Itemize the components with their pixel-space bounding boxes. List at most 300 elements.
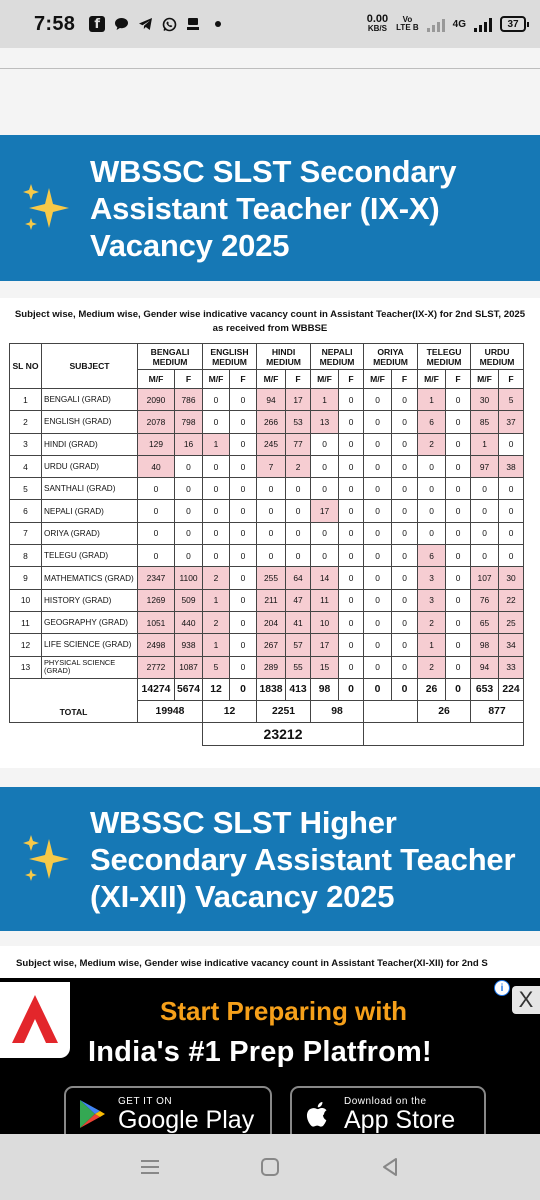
cell-value: 0 — [392, 545, 418, 567]
google-play-icon — [66, 1098, 118, 1130]
total-mf-cell: 0 — [230, 678, 257, 700]
cell-value: 2 — [203, 611, 230, 633]
cell-value: 0 — [339, 567, 364, 589]
total-mf-cell: 0 — [339, 678, 364, 700]
table-row — [10, 567, 524, 589]
cell-value: 1 — [418, 634, 446, 656]
cell-value: 0 — [230, 389, 257, 411]
cell-value: 57 — [286, 634, 311, 656]
cell-value: 0 — [175, 522, 203, 544]
cell-value: 0 — [418, 500, 446, 522]
vacancy-table-card — [0, 298, 540, 768]
cell-slno: 12 — [10, 634, 42, 656]
apple-icon — [292, 1099, 344, 1129]
cell-slno: 10 — [10, 589, 42, 611]
cell-value: 94 — [471, 656, 499, 678]
cell-value: 98 — [471, 634, 499, 656]
cell-slno: 4 — [10, 455, 42, 477]
cell-value: 94 — [257, 389, 286, 411]
facebook-icon: f — [89, 16, 105, 32]
cell-value: 0 — [339, 389, 364, 411]
table-row — [10, 656, 524, 678]
cell-value: 0 — [392, 567, 418, 589]
subheader-f: F — [230, 370, 257, 389]
cell-value: 0 — [364, 433, 392, 455]
subheader-f: F — [446, 370, 471, 389]
cell-value: 289 — [257, 656, 286, 678]
cell-value: 17 — [311, 500, 339, 522]
cell-value: 0 — [203, 411, 230, 433]
cell-value: 0 — [286, 478, 311, 500]
cell-subject: URDU (GRAD) — [42, 455, 138, 477]
cell-value: 0 — [230, 545, 257, 567]
total-label: TOTAL — [10, 678, 138, 723]
status-bar — [0, 0, 540, 48]
cell-value: 0 — [418, 522, 446, 544]
total-mf-cell: 26 — [418, 678, 446, 700]
subheader-f: F — [175, 370, 203, 389]
cell-value: 0 — [392, 589, 418, 611]
cell-slno: 9 — [10, 567, 42, 589]
cell-value: 41 — [286, 611, 311, 633]
cell-value: 211 — [257, 589, 286, 611]
total-mf-cell: 12 — [203, 678, 230, 700]
cell-value: 0 — [364, 411, 392, 433]
cell-value: 0 — [339, 433, 364, 455]
cell-slno: 8 — [10, 545, 42, 567]
cell-value: 13 — [311, 411, 339, 433]
recent-apps-button[interactable] — [130, 1147, 170, 1187]
cell-value: 0 — [311, 522, 339, 544]
cell-value: 0 — [230, 611, 257, 633]
table-row — [10, 522, 524, 544]
app-store-top: Download on the — [344, 1095, 427, 1107]
total-mf-cell: 0 — [446, 678, 471, 700]
cell-value: 2 — [418, 433, 446, 455]
cell-value: 16 — [175, 433, 203, 455]
cell-value: 6 — [418, 411, 446, 433]
cell-value: 0 — [203, 389, 230, 411]
cell-value: 0 — [364, 455, 392, 477]
sparkles-icon — [0, 831, 90, 887]
cell-value: 107 — [471, 567, 499, 589]
grand-total: 23212 — [203, 723, 364, 745]
cell-value: 440 — [175, 611, 203, 633]
cell-value: 1087 — [175, 656, 203, 678]
status-right-icons — [367, 14, 526, 34]
ad-banner[interactable] — [0, 978, 540, 1134]
cell-value: 15 — [311, 656, 339, 678]
cell-value: 0 — [175, 545, 203, 567]
cell-value: 0 — [418, 455, 446, 477]
cell-value: 2078 — [138, 411, 175, 433]
cell-value: 0 — [286, 522, 311, 544]
cell-value: 1 — [203, 589, 230, 611]
total-mf-cell: 14274 — [138, 678, 175, 700]
vacancy-table — [9, 343, 524, 746]
total-mf-cell: 224 — [499, 678, 524, 700]
navigation-bar — [0, 1134, 540, 1200]
cell-value: 0 — [392, 522, 418, 544]
cell-value: 0 — [392, 389, 418, 411]
cell-value: 0 — [392, 411, 418, 433]
totals-mf-row — [10, 678, 524, 700]
cell-value: 0 — [392, 500, 418, 522]
cell-value: 30 — [471, 389, 499, 411]
table-caption — [0, 298, 540, 336]
cell-value: 204 — [257, 611, 286, 633]
total-mf-cell: 413 — [286, 678, 311, 700]
subheader-mf: M/F — [257, 370, 286, 389]
cell-slno: 11 — [10, 611, 42, 633]
subheader-mf: M/F — [138, 370, 175, 389]
cell-value: 65 — [471, 611, 499, 633]
notification-icons — [89, 16, 221, 32]
home-button[interactable] — [250, 1147, 290, 1187]
cell-value: 0 — [446, 500, 471, 522]
section-title: WBSSC SLST Secondary Assistant Teacher (IX-X) Vacancy 2025 — [90, 153, 457, 263]
cell-value: 0 — [499, 500, 524, 522]
cell-value: 97 — [471, 455, 499, 477]
battery-level: 37 — [507, 18, 519, 30]
total-mf-cell: 0 — [364, 678, 392, 700]
table-row — [10, 389, 524, 411]
cell-value: 0 — [311, 455, 339, 477]
cell-value: 17 — [311, 634, 339, 656]
cell-value: 0 — [230, 500, 257, 522]
google-play-text — [118, 1096, 254, 1133]
google-play-button[interactable] — [64, 1086, 272, 1134]
header-medium: ENGLISH MEDIUM — [203, 344, 257, 370]
cell-subject: MATHEMATICS (GRAD) — [42, 567, 138, 589]
cell-subject: HISTORY (GRAD) — [42, 589, 138, 611]
cell-value: 11 — [311, 589, 339, 611]
divider — [0, 68, 540, 69]
cell-value: 6 — [418, 545, 446, 567]
cell-value: 0 — [230, 478, 257, 500]
cell-value: 245 — [257, 433, 286, 455]
app-notification-icon — [185, 16, 201, 32]
cell-value: 1051 — [138, 611, 175, 633]
back-button[interactable] — [370, 1147, 410, 1187]
subheader-f: F — [392, 370, 418, 389]
subheader-mf: M/F — [311, 370, 339, 389]
cell-value: 266 — [257, 411, 286, 433]
cell-value: 0 — [339, 611, 364, 633]
cell-value: 17 — [286, 389, 311, 411]
app-store-button[interactable] — [290, 1086, 486, 1134]
section-banner-secondary — [0, 135, 540, 281]
cell-value: 0 — [203, 522, 230, 544]
net-speed — [367, 14, 388, 34]
cell-value: 0 — [418, 478, 446, 500]
cell-value: 0 — [471, 522, 499, 544]
table-row — [10, 589, 524, 611]
article-content[interactable] — [0, 48, 540, 978]
cell-value: 0 — [364, 611, 392, 633]
cell-value: 1269 — [138, 589, 175, 611]
cell-value: 0 — [203, 455, 230, 477]
cell-value: 0 — [499, 522, 524, 544]
cell-slno: 7 — [10, 522, 42, 544]
cell-value: 2 — [286, 455, 311, 477]
cell-value: 0 — [230, 433, 257, 455]
cell-slno: 3 — [10, 433, 42, 455]
cell-value: 267 — [257, 634, 286, 656]
cell-value: 0 — [392, 455, 418, 477]
cell-value: 0 — [286, 545, 311, 567]
cell-value: 22 — [499, 589, 524, 611]
cell-subject: TELEGU (GRAD) — [42, 545, 138, 567]
cell-value: 0 — [230, 589, 257, 611]
cell-value: 0 — [392, 478, 418, 500]
table2-caption: Subject wise, Medium wise, Gender wise indicative vacancy count in Assistant Teacher(XI-XII) for 2nd S — [16, 958, 488, 969]
cell-slno: 1 — [10, 389, 42, 411]
cell-value: 509 — [175, 589, 203, 611]
cell-value: 0 — [175, 455, 203, 477]
cell-value: 0 — [230, 522, 257, 544]
total-mf-cell: 98 — [311, 678, 339, 700]
cell-subject: BENGALI (GRAD) — [42, 389, 138, 411]
cell-value: 0 — [175, 500, 203, 522]
ad-close-button[interactable]: X — [512, 986, 540, 1014]
cell-value: 25 — [499, 611, 524, 633]
cell-value: 34 — [499, 634, 524, 656]
cell-value: 938 — [175, 634, 203, 656]
brand-logo-icon — [0, 982, 70, 1058]
cell-value: 0 — [311, 545, 339, 567]
header-medium: URDU MEDIUM — [471, 344, 524, 370]
subheader-mf: M/F — [471, 370, 499, 389]
cell-value: 47 — [286, 589, 311, 611]
network-type: 4G — [452, 18, 466, 30]
cell-value: 0 — [446, 522, 471, 544]
cell-value: 0 — [392, 611, 418, 633]
cell-value: 3 — [418, 567, 446, 589]
table-row — [10, 433, 524, 455]
header-medium: BENGALI MEDIUM — [138, 344, 203, 370]
cell-value: 2498 — [138, 634, 175, 656]
cell-value: 2 — [203, 567, 230, 589]
app-store-text — [344, 1096, 455, 1133]
total-mf-cell: 5674 — [175, 678, 203, 700]
header-slno: SL NO — [10, 344, 42, 389]
cell-subject: LIFE SCIENCE (GRAD) — [42, 634, 138, 656]
cell-value: 2772 — [138, 656, 175, 678]
total-medium-cell — [364, 701, 418, 723]
grand-total-row — [10, 723, 524, 745]
cell-value: 3 — [418, 589, 446, 611]
cell-value: 0 — [138, 545, 175, 567]
subheader-mf: M/F — [364, 370, 392, 389]
cell-value: 1 — [311, 389, 339, 411]
cell-value: 0 — [446, 589, 471, 611]
cell-value: 0 — [339, 411, 364, 433]
cell-value: 10 — [311, 611, 339, 633]
section-title: WBSSC SLST Higher Secondary Assistant Teacher (XI-XII) Vacancy 2025 — [90, 804, 516, 914]
cell-value: 0 — [339, 500, 364, 522]
cell-value: 255 — [257, 567, 286, 589]
total-medium-cell: 98 — [311, 701, 364, 723]
cell-slno: 6 — [10, 500, 42, 522]
cell-value: 0 — [471, 500, 499, 522]
cell-value: 0 — [446, 611, 471, 633]
cell-slno: 5 — [10, 478, 42, 500]
cell-subject: ORIYA (GRAD) — [42, 522, 138, 544]
cell-value: 129 — [138, 433, 175, 455]
cell-value: 0 — [175, 478, 203, 500]
cell-value: 798 — [175, 411, 203, 433]
cell-value: 1 — [203, 433, 230, 455]
subheader-f: F — [339, 370, 364, 389]
signal-sim1-icon — [427, 16, 445, 32]
cell-value: 0 — [364, 478, 392, 500]
cell-value: 1 — [471, 433, 499, 455]
cell-value: 0 — [311, 433, 339, 455]
empty-cell — [364, 723, 524, 745]
cell-value: 0 — [203, 545, 230, 567]
net-speed-unit: KB/S — [367, 24, 387, 33]
cell-value: 77 — [286, 433, 311, 455]
google-play-name: Google Play — [118, 1105, 255, 1134]
cell-value: 0 — [339, 455, 364, 477]
table-caption-line1: Subject wise, Medium wise, Gender wise indicative vacancy count in Assistant Teacher(IX-X) for 2nd SLST, 2025 — [14, 309, 526, 320]
subheader-f: F — [499, 370, 524, 389]
cell-value: 2 — [418, 656, 446, 678]
cell-value: 1100 — [175, 567, 203, 589]
cell-value: 0 — [471, 545, 499, 567]
table-caption-line2: as received from WBBSE — [212, 323, 328, 334]
cell-value: 2 — [418, 611, 446, 633]
net-speed-value: 0.00 — [366, 13, 389, 25]
cell-subject: HINDI (GRAD) — [42, 433, 138, 455]
cell-value: 53 — [286, 411, 311, 433]
cell-value: 0 — [446, 389, 471, 411]
cell-value: 0 — [339, 634, 364, 656]
cell-value: 0 — [339, 522, 364, 544]
cell-value: 0 — [446, 478, 471, 500]
cell-value: 0 — [257, 545, 286, 567]
volte-icon — [396, 16, 419, 32]
header-medium: TELEGU MEDIUM — [418, 344, 471, 370]
cell-value: 37 — [499, 411, 524, 433]
cell-value: 30 — [499, 567, 524, 589]
whatsapp-icon — [161, 16, 177, 32]
cell-value: 5 — [203, 656, 230, 678]
volte-line1: Vo — [402, 15, 413, 24]
cell-value: 0 — [230, 634, 257, 656]
cell-value: 0 — [446, 545, 471, 567]
cell-value: 0 — [446, 634, 471, 656]
table-row — [10, 545, 524, 567]
total-medium-cell: 26 — [418, 701, 471, 723]
cell-value: 0 — [364, 545, 392, 567]
subheader-f: F — [286, 370, 311, 389]
cell-value: 0 — [446, 411, 471, 433]
cell-value: 7 — [257, 455, 286, 477]
cell-subject: ENGLISH (GRAD) — [42, 411, 138, 433]
sparkles-icon — [0, 180, 90, 236]
cell-value: 0 — [446, 567, 471, 589]
cell-value: 0 — [230, 567, 257, 589]
cell-value: 0 — [230, 656, 257, 678]
empty-cell — [10, 723, 203, 745]
table-row — [10, 500, 524, 522]
cell-value: 2090 — [138, 389, 175, 411]
total-mf-cell: 1838 — [257, 678, 286, 700]
table-row — [10, 411, 524, 433]
ad-headline: Start Preparing with — [160, 996, 408, 1026]
cell-value: 85 — [471, 411, 499, 433]
cell-value: 1 — [418, 389, 446, 411]
cell-subject: GEOGRAPHY (GRAD) — [42, 611, 138, 633]
volte-line2: LTE B — [396, 23, 419, 32]
cell-value: 0 — [339, 656, 364, 678]
google-play-top: GET IT ON — [118, 1095, 173, 1107]
telegram-icon — [137, 16, 153, 32]
cell-value: 2347 — [138, 567, 175, 589]
ad-subheadline: India's #1 Prep Platfrom! — [88, 1036, 432, 1068]
section-banner-higher-secondary — [0, 787, 540, 931]
cell-value: 0 — [286, 500, 311, 522]
cell-value: 0 — [364, 500, 392, 522]
cell-value: 0 — [499, 478, 524, 500]
cell-value: 0 — [257, 522, 286, 544]
cell-value: 0 — [364, 567, 392, 589]
total-medium-cell: 19948 — [138, 701, 203, 723]
cell-value: 786 — [175, 389, 203, 411]
header-medium: ORIYA MEDIUM — [364, 344, 418, 370]
cell-subject: SANTHALI (GRAD) — [42, 478, 138, 500]
cell-slno: 13 — [10, 656, 42, 678]
status-time: 7:58 — [34, 12, 76, 35]
cell-value: 0 — [499, 545, 524, 567]
ad-info-icon[interactable]: i — [494, 980, 510, 996]
cell-subject: NEPALI (GRAD) — [42, 500, 138, 522]
cell-value: 0 — [392, 656, 418, 678]
signal-sim2-icon — [474, 16, 492, 32]
cell-value: 5 — [499, 389, 524, 411]
cell-value: 33 — [499, 656, 524, 678]
cell-value: 14 — [311, 567, 339, 589]
cell-value: 0 — [230, 411, 257, 433]
cell-slno: 2 — [10, 411, 42, 433]
cell-value: 0 — [364, 634, 392, 656]
cell-value: 55 — [286, 656, 311, 678]
table-row — [10, 634, 524, 656]
subheader-mf: M/F — [203, 370, 230, 389]
cell-value: 0 — [203, 500, 230, 522]
cell-value: 0 — [257, 478, 286, 500]
cell-value: 0 — [364, 589, 392, 611]
table-row — [10, 455, 524, 477]
cell-value: 0 — [138, 522, 175, 544]
cell-value: 0 — [257, 500, 286, 522]
cell-value: 0 — [339, 589, 364, 611]
cell-value: 0 — [311, 478, 339, 500]
cell-value: 1 — [203, 634, 230, 656]
total-mf-cell: 0 — [392, 678, 418, 700]
cell-value: 0 — [138, 500, 175, 522]
total-medium-cell: 877 — [471, 701, 524, 723]
cell-value: 0 — [446, 433, 471, 455]
cell-value: 0 — [471, 478, 499, 500]
cell-value: 0 — [203, 478, 230, 500]
chat-bubble-icon — [113, 16, 129, 32]
cell-value: 0 — [392, 433, 418, 455]
cell-value: 0 — [446, 455, 471, 477]
cell-value: 64 — [286, 567, 311, 589]
